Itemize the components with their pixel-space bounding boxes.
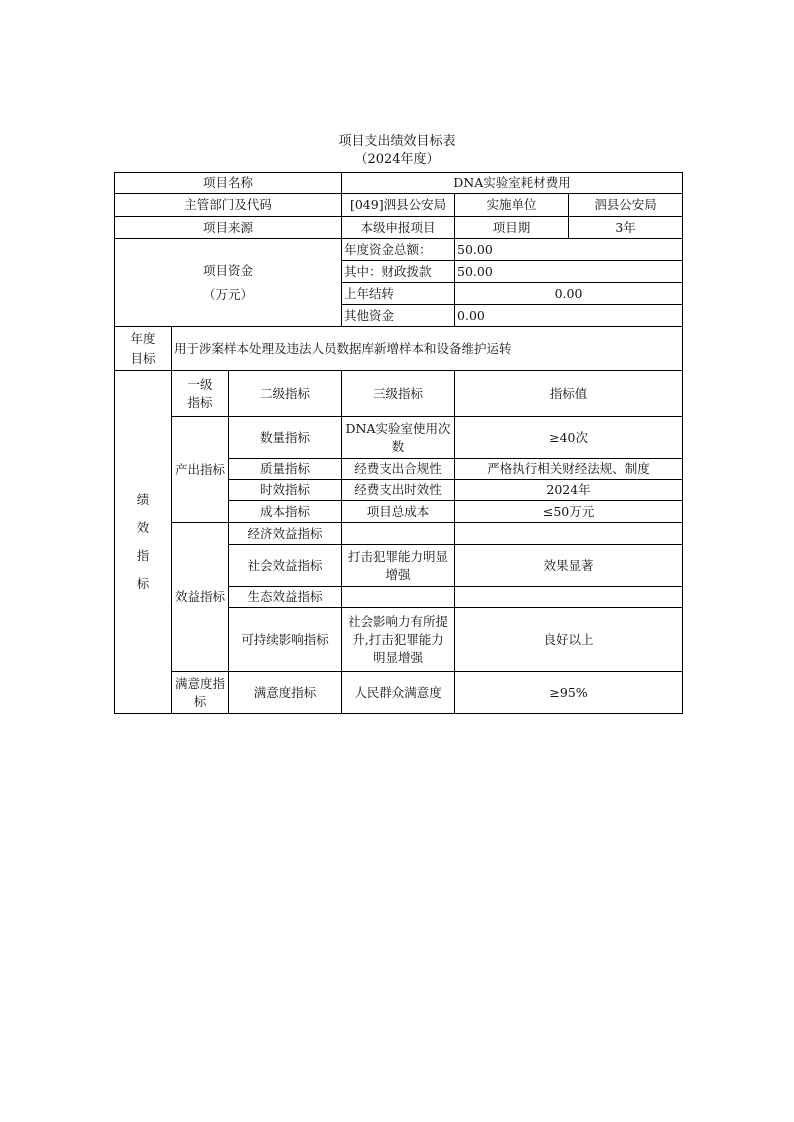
output-cost-l3: 项目总成本 (342, 501, 455, 523)
fund-carryover-value: 0.00 (455, 283, 683, 305)
benefit-economic-l3 (342, 523, 455, 545)
satisfaction-label-line2: 标 (193, 693, 207, 709)
table-title: 项目支出绩效目标表 (338, 134, 456, 149)
row-indicator-headers (115, 371, 683, 417)
period-value: 3年 (569, 217, 683, 239)
perf-char-3: 指 (136, 548, 150, 563)
dept-label: 主管部门及代码 (115, 194, 342, 217)
benefit-social-l3-line1: 打击犯罪能力明显 (348, 548, 449, 564)
output-cost-l2: 成本指标 (229, 501, 342, 523)
output-quality-l2: 质量指标 (229, 459, 342, 480)
fund-other-label: 其他资金 (342, 305, 455, 327)
fund-other-value: 0.00 (455, 305, 683, 327)
header-level2: 二级指标 (229, 371, 342, 417)
row-annual-target (115, 327, 683, 371)
benefit-sustainable-value: 良好以上 (455, 608, 683, 672)
output-quantity-l3-line1: DNA实验室使用次 (345, 420, 451, 436)
satisfaction-l2: 满意度指标 (229, 672, 342, 714)
benefit-sustainable-l3-line2: 升,打击犯罪能力 (352, 631, 444, 647)
header-level1 (172, 371, 229, 417)
benefit-sustainable-l3 (342, 608, 455, 672)
output-timeliness-l2: 时效指标 (229, 480, 342, 501)
output-quality-l3: 经费支出合规性 (342, 459, 455, 480)
fund-fiscal-value: 50.00 (455, 261, 683, 283)
satisfaction-l3: 人民群众满意度 (342, 672, 455, 714)
project-name-label: 项目名称 (115, 173, 342, 194)
row-project-name (115, 173, 683, 194)
fund-label (115, 239, 342, 327)
impl-unit-label: 实施单位 (455, 194, 569, 217)
perf-char-4: 标 (136, 576, 150, 591)
benefit-social-l3 (342, 545, 455, 587)
benefit-social-value: 效果显著 (455, 545, 683, 587)
output-indicator-label: 产出指标 (172, 417, 229, 523)
row-benefit-economic (115, 523, 683, 545)
source-value: 本级申报项目 (342, 217, 455, 239)
output-quantity-l3-line2: 数 (391, 438, 405, 454)
benefit-ecological-l3 (342, 587, 455, 608)
row-dept (115, 194, 683, 217)
satisfaction-indicator-label (172, 672, 229, 714)
impl-unit-value: 泗县公安局 (569, 194, 683, 217)
benefit-economic-l2: 经济效益指标 (229, 523, 342, 545)
output-timeliness-l3: 经费支出时效性 (342, 480, 455, 501)
output-quality-value: 严格执行相关财经法规、制度 (455, 459, 683, 480)
header-value: 指标值 (455, 371, 683, 417)
annual-target-label (115, 327, 172, 371)
row-source (115, 217, 683, 239)
period-label: 项目期 (455, 217, 569, 239)
row-satisfaction (115, 672, 683, 714)
output-timeliness-value: 2024年 (455, 480, 683, 501)
benefit-social-l3-line2: 增强 (385, 566, 411, 582)
benefit-sustainable-l3-line3: 明显增强 (373, 649, 424, 665)
fund-label-line2: （万元） (203, 286, 254, 302)
benefit-economic-value (455, 523, 683, 545)
fund-total-label: 年度资金总额： (342, 239, 455, 261)
satisfaction-label-line1: 满意度指 (174, 675, 225, 691)
benefit-indicator-label: 效益指标 (172, 523, 229, 672)
benefit-ecological-value (455, 587, 683, 608)
annual-target-label-line1: 年度 (130, 330, 156, 346)
header-level1-line1: 一级 (187, 376, 213, 392)
header-level1-line2: 指标 (187, 394, 213, 410)
annual-target-value: 用于涉案样本处理及违法人员数据库新增样本和设备维护运转 (172, 327, 683, 371)
fund-carryover-label: 上年结转 (342, 283, 455, 305)
header-level3: 三级指标 (342, 371, 455, 417)
output-quantity-l2: 数量指标 (229, 417, 342, 459)
satisfaction-value: ≥95% (455, 672, 683, 714)
fund-total-value: 50.00 (455, 239, 683, 261)
benefit-social-l2: 社会效益指标 (229, 545, 342, 587)
fund-label-line1: 项目资金 (203, 262, 254, 278)
fund-fiscal-label: 其中：财政拨款 (342, 261, 455, 283)
perf-char-1: 绩 (136, 492, 150, 507)
annual-target-label-line2: 目标 (130, 350, 156, 366)
row-fund-total (115, 239, 683, 261)
perf-char-2: 效 (136, 520, 150, 535)
benefit-sustainable-l3-line1: 社会影响力有所提 (348, 613, 449, 629)
project-name-value: DNA实验室耗材费用 (342, 173, 683, 194)
output-quantity-l3 (342, 417, 455, 459)
row-output-quantity (115, 417, 683, 459)
benefit-sustainable-l2: 可持续影响指标 (229, 608, 342, 672)
source-label: 项目来源 (115, 217, 342, 239)
output-quantity-value: ≥40次 (455, 417, 683, 459)
document-title (0, 133, 794, 169)
dept-value: [049]泗县公安局 (342, 194, 455, 217)
performance-target-table (114, 172, 683, 714)
output-cost-value: ≤50万元 (455, 501, 683, 523)
performance-indicators-label (115, 371, 172, 714)
benefit-ecological-l2: 生态效益指标 (229, 587, 342, 608)
table-subtitle: （2024年度） (354, 152, 440, 167)
